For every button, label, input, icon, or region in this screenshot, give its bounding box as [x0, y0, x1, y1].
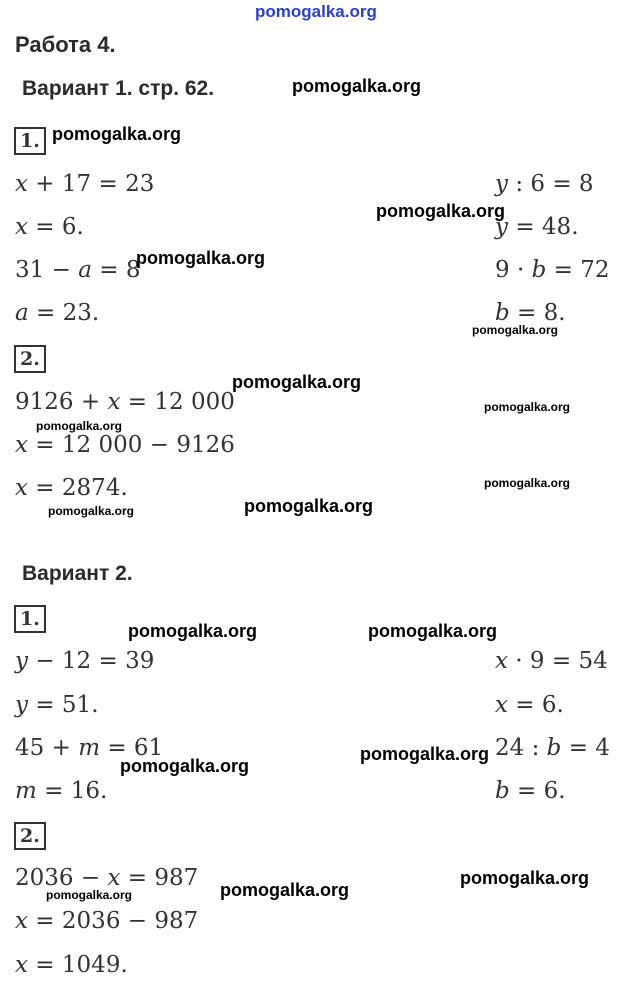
- watermark: pomogalka.org: [220, 880, 350, 900]
- equation: x = 2036 − 987: [15, 908, 199, 934]
- equation: b = 6.: [495, 778, 566, 804]
- watermark: pomogalka.org: [368, 621, 498, 641]
- task-number-box: [14, 345, 46, 373]
- watermark: pomogalka.org: [120, 756, 250, 776]
- equation: x + 17 = 23: [15, 171, 155, 197]
- equation: y = 51.: [15, 692, 99, 718]
- equation: m = 16.: [15, 778, 108, 804]
- variant-1-heading: Вариант 1. стр. 62.: [22, 77, 215, 100]
- equation: 2036 − x = 987: [15, 865, 199, 891]
- equation: 45 + m = 61: [15, 735, 164, 761]
- watermark: pomogalka.org: [46, 888, 133, 902]
- watermark: pomogalka.org: [292, 76, 422, 96]
- task-number-box: [14, 127, 46, 155]
- equation: x = 2874.: [15, 475, 128, 501]
- equation: 24 : b = 4: [495, 735, 610, 761]
- watermark: pomogalka.org: [232, 372, 362, 392]
- task-label: 1.: [14, 127, 46, 155]
- variant-2-heading: Вариант 2.: [22, 562, 133, 585]
- equation: x = 6.: [495, 692, 564, 718]
- watermark: pomogalka.org: [472, 323, 559, 337]
- watermark-top: pomogalka.org: [255, 2, 377, 21]
- equation: b = 8.: [495, 300, 566, 326]
- watermark: pomogalka.org: [376, 201, 506, 221]
- watermark: pomogalka.org: [128, 621, 258, 641]
- task-number-box: [14, 605, 46, 633]
- page-title: Работа 4.: [15, 32, 116, 57]
- equation: 31 − a = 8: [15, 257, 141, 283]
- equation: a = 23.: [15, 300, 100, 326]
- task-label: 2.: [14, 345, 46, 373]
- watermark: pomogalka.org: [360, 744, 490, 764]
- equation: x · 9 = 54: [495, 648, 608, 674]
- watermark: pomogalka.org: [460, 868, 590, 888]
- watermark: pomogalka.org: [484, 476, 571, 490]
- task-label: 2.: [14, 822, 46, 850]
- watermark: pomogalka.org: [484, 400, 571, 414]
- equation: y − 12 = 39: [15, 648, 155, 674]
- task-number-box: [14, 822, 46, 850]
- equation: x = 1049.: [15, 952, 128, 978]
- watermark: pomogalka.org: [136, 248, 266, 268]
- equation: y : 6 = 8: [495, 171, 594, 197]
- task-label: 1.: [14, 605, 46, 633]
- watermark: pomogalka.org: [48, 504, 135, 518]
- equation: 9126 + x = 12 000: [15, 389, 235, 415]
- watermark: pomogalka.org: [244, 496, 374, 516]
- equation: 9 · b = 72: [495, 257, 610, 283]
- watermark: pomogalka.org: [36, 419, 123, 433]
- equation: x = 12 000 − 9126: [15, 432, 235, 458]
- watermark: pomogalka.org: [52, 124, 182, 144]
- equation: y = 48.: [495, 214, 579, 240]
- equation: x = 6.: [15, 214, 84, 240]
